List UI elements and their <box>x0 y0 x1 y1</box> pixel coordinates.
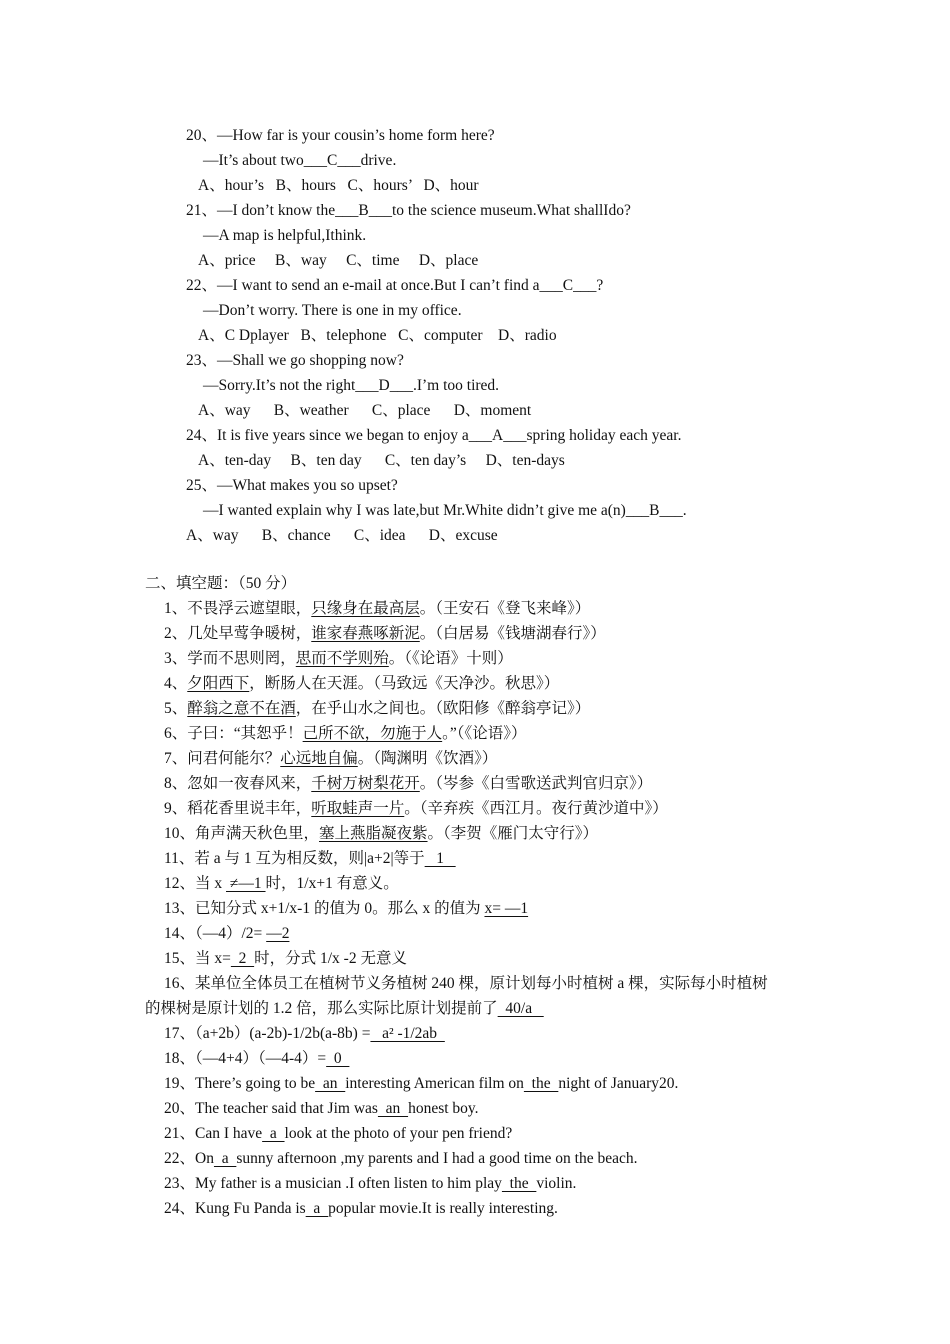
fill-item: 10、角声满天秋色里，塞上燕脂凝夜紫。（李贺《雁门太守行》） <box>164 825 599 842</box>
fill-item: 22、On a sunny afternoon ,my parents and I had a good time on the beach. <box>164 1150 638 1167</box>
fill-item: 1、不畏浮云遮望眼，只缘身在最高层。（王安石《登飞来峰》） <box>164 600 591 617</box>
fill-item: 17、（a+2b）(a-2b)-1/2b(a-8b) = a² -1/2ab <box>164 1025 445 1042</box>
question-21-options: A、price B、way C、time D、place <box>198 252 479 269</box>
fill-item: 24、Kung Fu Panda is a popular movie.It is really interesting. <box>164 1200 558 1217</box>
fill-item: 16、某单位全体员工在植树节义务植树 240 棵，原计划每小时植树 a 棵，实际每小时植树 <box>164 975 768 992</box>
answer-letter: D <box>378 377 390 394</box>
question-23-options: A、way B、weather C、place D、moment <box>198 402 532 419</box>
fill-item: 2、几处早莺争暖树，谁家春燕啄新泥。（白居易《钱塘湖春行》） <box>164 625 606 642</box>
question-24-prompt: 24、It is five years since we began to enjoy a___A___spring holiday each year. <box>186 427 682 444</box>
question-25-options: A、way B、chance C、idea D、excuse <box>186 527 498 544</box>
question-20-prompt: 20、—How far is your cousin’s home form here? <box>186 127 495 144</box>
question-25-reply: —I wanted explain why I was late,but Mr.White didn’t give me a(n)___B___. <box>203 502 687 519</box>
fill-item: 9、稻花香里说丰年，听取蛙声一片。（辛弃疾《西江月。夜行黄沙道中》） <box>164 800 668 817</box>
fill-item: 6、子曰：“其恕乎！己所不欲，勿施于人。”（《论语》） <box>164 725 527 742</box>
question-20-options: A、hour’s B、hours C、hours’ D、hour <box>198 177 479 194</box>
question-22-reply: —Don’t worry. There is one in my office. <box>203 302 462 319</box>
section-2-heading: 二、填空题：（50 分） <box>145 575 297 592</box>
fill-item: 5、醉翁之意不在酒，在乎山水之间也。（欧阳修《醉翁亭记》） <box>164 700 591 717</box>
fill-item: 12、当 x ≠—1 时，1/x+1 有意义。 <box>164 875 399 892</box>
fill-item: 19、There’s going to be an interesting American film on the night of January20. <box>164 1075 679 1092</box>
answer-letter: B <box>649 502 660 519</box>
question-23-prompt: 23、—Shall we go shopping now? <box>186 352 404 369</box>
question-21-reply: —A map is helpful,Ithink. <box>203 227 367 244</box>
fill-item: 15、当 x= 2 时，分式 1/x -2 无意义 <box>164 950 407 967</box>
fill-item: 11、若 a 与 1 互为相反数，则|a+2|等于 1 <box>164 850 456 867</box>
fill-item-continuation: 的棵树是原计划的 1.2 倍，那么实际比原计划提前了 40/a <box>145 1000 544 1017</box>
answer-letter: C <box>327 152 338 169</box>
fill-item: 4、夕阳西下，断肠人在天涯。（马致远《天净沙。秋思》） <box>164 675 560 692</box>
fill-item: 18、（—4+4）（—4-4）= 0 <box>164 1050 350 1067</box>
fill-item: 14、（—4）/2= —2 <box>164 925 290 942</box>
question-22-options: A、C Dplayer B、telephone C、computer D、radio <box>198 327 557 344</box>
fill-item: 20、The teacher said that Jim was an honest boy. <box>164 1100 479 1117</box>
answer-letter: C <box>562 277 574 294</box>
question-25-prompt: 25、—What makes you so upset? <box>186 477 398 494</box>
fill-item: 7、问君何能尔？心远地自偏。（陶渊明《饮酒》） <box>164 750 498 767</box>
question-20-reply: —It’s about two___C___drive. <box>203 152 397 169</box>
question-23-reply: —Sorry.It’s not the right___D___.I’m too tired. <box>203 377 500 394</box>
fill-item: 21、Can I have a look at the photo of your pen friend? <box>164 1125 513 1142</box>
question-22-prompt: 22、—I want to send an e-mail at once.But I can’t find a___C___? <box>186 277 604 294</box>
fill-item: 13、已知分式 x+1/x-1 的值为 0。那么 x 的值为 x= —1 <box>164 900 529 917</box>
answer-letter: B <box>358 202 369 219</box>
answer-letter: A <box>492 427 504 444</box>
question-24-options: A、ten-day B、ten day C、ten day’s D、ten-days <box>198 452 565 469</box>
fill-item: 23、My father is a musician .I often listen to him play the violin. <box>164 1175 577 1192</box>
fill-item: 8、忽如一夜春风来，千树万树梨花开。（岑参《白雪歌送武判官归京》） <box>164 775 653 792</box>
question-21-prompt: 21、—I don’t know the___B___to the science museum.What shallIdo? <box>186 202 631 219</box>
fill-item: 3、学而不思则罔，思而不学则殆。（《论语》十则） <box>164 650 513 667</box>
